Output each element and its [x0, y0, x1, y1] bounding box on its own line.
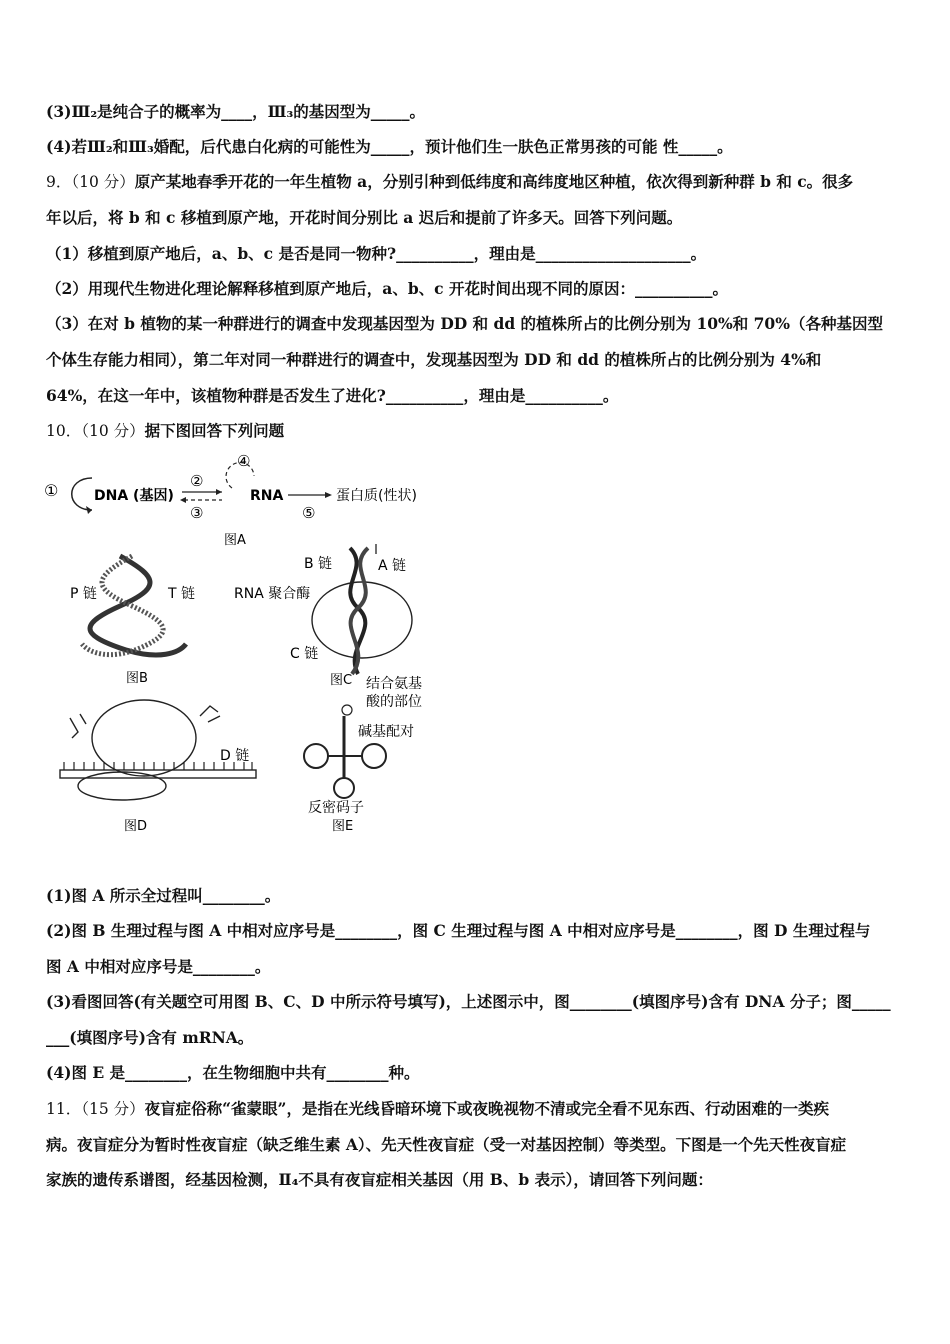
q4-line: (4)若Ⅲ₂和Ⅲ₃婚配，后代患白化病的可能性为_____，预计他们生一肤色正常男孩的可能 性_____。 — [46, 137, 733, 156]
b-strand-label: B 链 — [304, 556, 333, 572]
figure-c-caption: 图C — [330, 673, 353, 688]
label-2: ② — [190, 472, 204, 490]
c-strand-label: C 链 — [290, 646, 319, 662]
protein-label: 蛋白质(性状) — [336, 488, 417, 504]
q9-sub2: （2）用现代生物进化理论解释移植到原产地后，a、b、c 开花时间出现不同的原因：__________。 — [46, 279, 729, 298]
q9-number: 9．（10 分） — [46, 173, 135, 191]
q10-sub2-2: 图 A 中相对应序号是________。 — [46, 957, 271, 976]
transcription-arrowhead — [216, 489, 222, 495]
label-5: ⑤ — [302, 504, 316, 522]
q10-sub2-1: (2)图 B 生理过程与图 A 中相对应序号是________，图 C 生理过程与图 A 中相对应序号是________，图 D 生理过程与 — [46, 921, 871, 940]
q9-sub1: （1）移植到原产地后，a、b、c 是否是同一物种?__________，理由是____________________。 — [46, 244, 707, 263]
figure-e — [304, 675, 422, 834]
q11-line-2: 病。夜盲症分为暂时性夜盲症（缺乏维生素 A）、先天性夜盲症（受一对基因控制）等类型。下图是一个先天性夜盲症 — [46, 1135, 847, 1154]
q9-line-1 — [46, 172, 853, 192]
anticodon-label: 反密码子 — [308, 800, 364, 816]
figure-a-caption: 图A — [224, 533, 246, 548]
figure-b — [70, 556, 195, 686]
p-strand-label: P 链 — [70, 586, 97, 602]
translation-arrowhead — [325, 492, 332, 498]
q10-line — [46, 421, 284, 441]
figure-b-caption: 图B — [126, 671, 148, 686]
q10-number: 10．（10 分） — [46, 422, 145, 440]
label-1: ① — [44, 481, 59, 500]
amino-acid-site — [342, 705, 352, 715]
q10-sub1: (1)图 A 所示全过程叫________。 — [46, 886, 281, 905]
rna-polymerase-label: RNA 聚合酶 — [234, 586, 311, 602]
figure-e-caption: 图E — [332, 819, 354, 834]
ribosome-small — [78, 772, 166, 800]
rna-polymerase — [312, 582, 412, 658]
q10-sub4: (4)图 E 是________，在生物细胞中共有________种。 — [46, 1063, 420, 1082]
site-label-2: 酸的部位 — [366, 694, 422, 710]
q10-sub3-1: (3)看图回答(有关题空可用图 B、C、D 中所示符号填写)，上述图示中，图________(填图序号)含有 DNA 分子；图_____ — [46, 992, 891, 1011]
trna-right — [200, 706, 220, 722]
q9-text-1: 原产某地春季开花的一年生植物 a，分别引种到低纬度和高纬度地区种植，依次得到新种群 b 和 c。很多 — [134, 172, 854, 191]
rna-label: RNA — [250, 488, 284, 504]
pairing-label: 碱基配对 — [358, 724, 414, 740]
trna-d-loop — [304, 744, 328, 768]
p-strand — [90, 556, 186, 655]
t-strand-label: T 链 — [168, 586, 196, 602]
figure-a — [44, 452, 417, 548]
q10-sub3-2: ___(填图序号)含有 mRNA。 — [46, 1028, 254, 1047]
q11-line-1 — [46, 1099, 829, 1119]
q11-line-3: 家族的遗传系谱图，经基因检测，Ⅱ₄不具有夜盲症相关基因（用 B、b 表示），请回答下列问题： — [46, 1170, 713, 1189]
q11-text-1: 夜盲症俗称“雀蒙眼”，是指在光线昏暗环境下或夜晚视物不清或完全看不见东西、行动困难的一类疾 — [144, 1099, 829, 1118]
q9-sub3-2: 个体生存能力相同），第二年对同一种群进行的调查中，发现基因型为 DD 和 dd 的植株所占的比例分别为 4%和 — [46, 350, 822, 369]
site-label-1: 结合氨基 — [366, 676, 422, 692]
reverse-arrowhead — [180, 497, 186, 503]
biology-figure — [40, 448, 460, 848]
a-strand-label: A 链 — [378, 558, 407, 574]
label-3: ③ — [190, 504, 204, 522]
anticodon-loop — [334, 778, 354, 798]
q11-number: 11．（15 分） — [46, 1100, 145, 1118]
q9-sub3-3: 64%，在这一年中，该植物种群是否发生了进化?__________，理由是__________。 — [46, 386, 619, 405]
label-4: ④ — [237, 452, 251, 470]
trna-left — [70, 714, 86, 738]
d-strand-label: D 链 — [220, 748, 250, 764]
figure-d-caption: 图D — [124, 819, 148, 834]
figure-d — [60, 700, 256, 834]
q10-text: 据下图回答下列问题 — [144, 421, 285, 440]
q3-line: (3)Ⅲ₂是纯合子的概率为____，Ⅲ₃的基因型为_____。 — [46, 102, 426, 121]
trna-t-loop — [362, 744, 386, 768]
figure-c — [234, 544, 412, 688]
replication-loop — [72, 478, 92, 510]
dna-label: DNA (基因) — [94, 488, 174, 504]
q9-line-2: 年以后，将 b 和 c 移植到原产地，开花时间分别比 a 迟后和提前了许多天。回答下列问题。 — [46, 208, 683, 227]
q9-sub3-1: （3）在对 b 植物的某一种群进行的调查中发现基因型为 DD 和 dd 的植株所占的比例分别为 10%和 70%（各种基因型 — [46, 314, 883, 333]
